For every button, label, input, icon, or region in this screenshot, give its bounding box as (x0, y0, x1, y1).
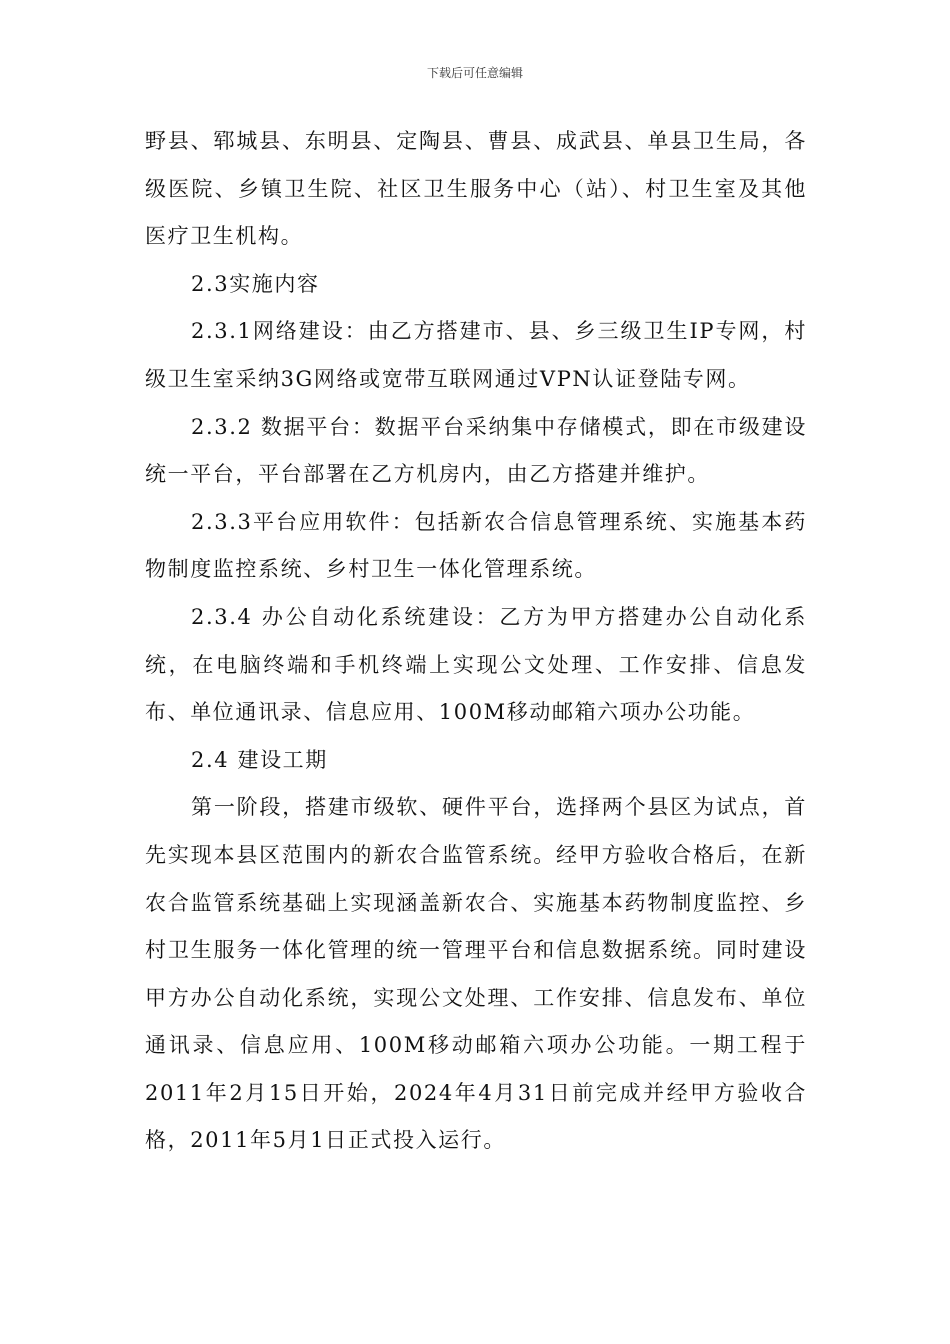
paragraph-2-3-4: 2.3.4 办公自动化系统建设：乙方为甲方搭建办公自动化系统，在电脑终端和手机终端上实现公文处理、工作安排、信息发布、单位通讯录、信息应用、100M移动邮箱六项办公功能。 (145, 604, 807, 725)
paragraph-2-3-2: 2.3.2 数据平台：数据平台采纳集中存储模式，即在市级建设统一平台，平台部署在乙方机房内，由乙方搭建并维护。 (145, 414, 807, 487)
section-heading-2-4: 2.4 建设工期 (191, 747, 328, 772)
paragraph-2-3-1: 2.3.1网络建设：由乙方搭建市、县、乡三级卫生IP专网，村级卫生室采纳3G网络或宽带互联网通过VPN认证登陆专网。 (145, 319, 807, 391)
paragraph-phase-one: 第一阶段，搭建市级软、硬件平台，选择两个县区为试点，首先实现本县区范围内的新农合监管系统。经甲方验收合格后，在新农合监管系统基础上实现涵盖新农合、实施基本药物制度监控、乡村卫生服务一体化管理的统一管理平台和信息数据系统。同时建设甲方办公自动化系统，实现公文处理、工作安排、信息发布、单位通讯录、信息应用、100M移动邮箱六项办公功能。一期工程于2011年2月15日开始，2024年4月31日前完成并经甲方验收合格，2011年5月1日正式投入运行。 (145, 795, 807, 1153)
page-header: 下载后可任意编辑 (426, 66, 523, 80)
section-heading-2-3: 2.3实施内容 (191, 271, 320, 296)
paragraph-2-3-3: 2.3.3平台应用软件：包括新农合信息管理系统、实施基本药物制度监控系统、乡村卫生一体化管理系统。 (145, 509, 807, 582)
document-body (145, 118, 807, 1165)
paragraph-scope: 野县、郓城县、东明县、定陶县、曹县、成武县、单县卫生局，各级医院、乡镇卫生院、社区卫生服务中心（站）、村卫生室及其他医疗卫生机构。 (145, 129, 807, 249)
